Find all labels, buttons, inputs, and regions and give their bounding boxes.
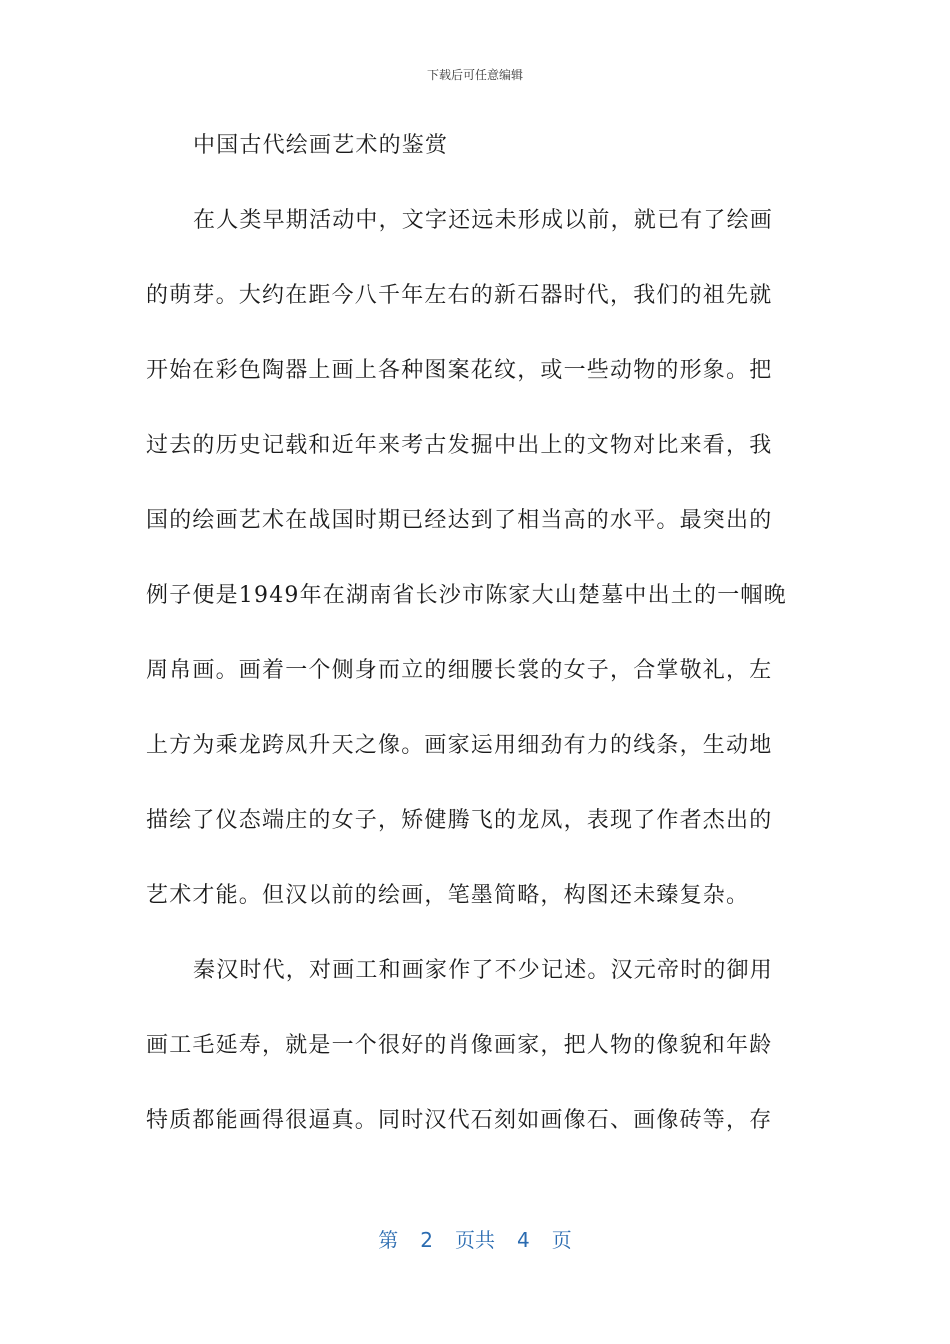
current-page-number: 2 [420,1228,433,1252]
page-label-mid: 页共 [455,1228,495,1252]
paragraph-line: 特质都能画得很逼真。同时汉代石刻如画像石、画像砖等，存 [146,1108,773,1133]
paragraph-line: 国的绘画艺术在战国时期已经达到了相当高的水平。最突出的 [146,508,773,533]
paragraph-line: 艺术才能。但汉以前的绘画，笔墨简略，构图还未臻复杂。 [146,883,750,908]
paragraph-line: 秦汉时代，对画工和画家作了不少记述。汉元帝时的御用 [193,958,774,983]
document-title: 中国古代绘画艺术的鉴赏 [193,133,449,158]
paragraph-line: 上方为乘龙跨凤升天之像。画家运用细劲有力的线条，生动地 [146,733,773,758]
header-note: 下载后可任意编辑 [426,68,523,82]
page-label-suffix: 页 [551,1228,572,1252]
paragraph-line: 过去的历史记载和近年来考古发掘中出上的文物对比来看，我 [146,433,773,458]
paragraph-line: 开始在彩色陶器上画上各种图案花纹，或一些动物的形象。把 [146,358,773,383]
paragraph-line: 描绘了仪态端庄的女子，矫健腾飞的龙凤，表现了作者杰出的 [146,808,773,833]
page-footer [0,1224,950,1253]
paragraph-line: 例子便是1949年在湖南省长沙市陈家大山楚墓中出土的一帼晚 [146,583,787,608]
paragraph-line: 周帛画。画着一个侧身而立的细腰长裳的女子，合掌敬礼，左 [146,658,773,683]
paragraph-line: 的萌芽。大约在距今八千年左右的新石器时代，我们的祖先就 [146,283,773,308]
total-pages-number: 4 [517,1228,530,1252]
page-label-prefix: 第 [378,1228,399,1252]
paragraph-line: 画工毛延寿，就是一个很好的肖像画家，把人物的像貌和年龄 [146,1033,773,1058]
paragraph-line: 在人类早期活动中，文字还远未形成以前，就已有了绘画 [193,208,774,233]
